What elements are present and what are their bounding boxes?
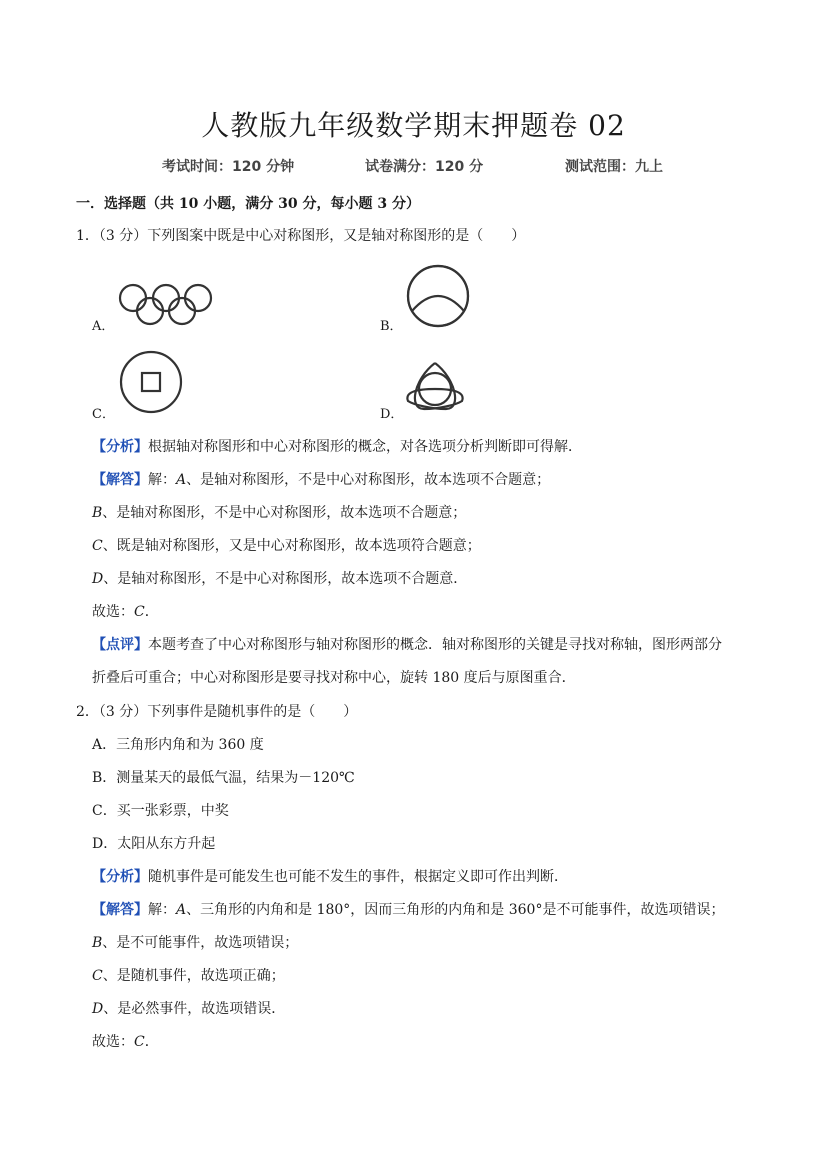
q2-answer-line-2 (92, 933, 298, 953)
q2-answer-text-b: 、是不可能事件，故选项错误； (102, 935, 299, 951)
q1-option-b-circle-arcs-figure (405, 263, 471, 329)
q1-choose-suffix: ． (144, 604, 159, 620)
q1-answer-line-1 (92, 470, 550, 490)
q1-choose (92, 602, 159, 622)
q1-analysis (92, 437, 582, 457)
q2-option-a: A．三角形内角和为 360 度 (92, 737, 264, 753)
q2-answer-tag: 【解答】 (92, 902, 148, 918)
q1-option-c-coin-figure (119, 350, 183, 414)
q1-answer-letter-c: C (92, 538, 103, 554)
q2-answer-text-d: 、是必然事件，故选项错误． (103, 1001, 286, 1017)
q1-analysis-tag: 【分析】 (92, 439, 148, 455)
q2-answer-letter-c: C (92, 968, 103, 984)
q2-answer-line-3 (92, 966, 285, 986)
q2-answer-letter-d: D (92, 1001, 104, 1017)
exam-range: 测试范围：九上 (565, 159, 663, 175)
q2-answer-text-c: 、是随机事件，故选项正确； (102, 968, 285, 984)
q1-answer-line-4 (92, 569, 467, 589)
q2-answer-line-1 (92, 900, 724, 920)
q1-answer-line-2 (92, 503, 466, 523)
q2-answer-prefix: 解： (148, 902, 176, 918)
page-title: 人教版九年级数学期末押题卷 02 (201, 109, 626, 142)
q2-analysis-tag: 【分析】 (92, 869, 148, 885)
q2-choose-suffix: ． (144, 1034, 159, 1050)
q1-analysis-text: 根据轴对称图形和中心对称图形的概念，对各选项分析判断即可得解． (148, 439, 582, 455)
q1-option-c-label: C． (92, 407, 115, 422)
q2-stem: 2．（3 分）下列事件是随机事件的是（ ） (76, 704, 358, 720)
q2-choose-letter: C (134, 1034, 145, 1050)
section-title: 一．选择题（共 10 小题，满分 30 分，每小题 3 分） (76, 196, 420, 212)
q1-answer-prefix: 解： (148, 472, 176, 488)
q1-option-a-rings-figure (118, 282, 214, 326)
q1-answer-tag: 【解答】 (92, 472, 148, 488)
q1-comment-text-1: 本题考查了中心对称图形与轴对称图形的概念．轴对称图形的关键是寻找对称轴，图形两部分 (148, 637, 722, 653)
q1-comment-line-2: 折叠后可重合；中心对称图形是要寻找对称中心，旋转 180 度后与原图重合． (92, 670, 576, 686)
q2-option-c: C．买一张彩票，中奖 (92, 803, 229, 819)
q1-answer-text-b: 、是轴对称图形，不是中心对称图形，故本选项不合题意； (102, 505, 467, 521)
q1-answer-text-d: 、是轴对称图形，不是中心对称图形，故本选项不合题意． (103, 571, 468, 587)
q2-choose-prefix: 故选： (92, 1034, 134, 1050)
q1-answer-letter-b: B (92, 505, 103, 521)
q2-answer-letter-a: A (176, 902, 187, 918)
q1-option-a-label: A． (92, 319, 115, 334)
q1-choose-letter: C (134, 604, 145, 620)
q2-option-d: D．太阳从东方升起 (92, 836, 216, 852)
q2-answer-letter-b: B (92, 935, 103, 951)
q1-answer-text-a: 、是轴对称图形，不是中心对称图形，故本选项不合题意； (186, 472, 551, 488)
q2-choose (92, 1032, 159, 1052)
q2-answer-line-4 (92, 999, 285, 1019)
q1-comment-line-1 (92, 635, 722, 655)
q2-analysis-text: 随机事件是可能发生也可能不发生的事件，根据定义即可作出判断． (148, 869, 568, 885)
q1-answer-text-c: 、既是轴对称图形，又是中心对称图形，故本选项符合题意； (102, 538, 481, 554)
q2-answer-text-a: 、三角形的内角和是 180°，因而三角形的内角和是 360°是不可能事件，故选项错误； (186, 902, 725, 918)
q1-option-d-triquetra-figure (404, 361, 466, 413)
exam-time: 考试时间：120 分钟 (162, 159, 295, 175)
q2-analysis (92, 867, 568, 887)
q1-answer-letter-d: D (92, 571, 104, 587)
q1-choose-prefix: 故选： (92, 604, 134, 620)
q1-option-b-label: B． (380, 319, 403, 334)
q1-comment-tag: 【点评】 (92, 637, 148, 653)
q1-answer-line-3 (92, 536, 481, 556)
q1-answer-letter-a: A (176, 472, 187, 488)
q1-stem: 1．（3 分）下列图案中既是中心对称图形，又是轴对称图形的是（ ） (76, 228, 526, 244)
q2-option-b: B．测量某天的最低气温，结果为－120℃ (92, 770, 355, 786)
exam-full-score: 试卷满分：120 分 (365, 159, 484, 175)
q1-option-d-label: D． (380, 407, 404, 422)
